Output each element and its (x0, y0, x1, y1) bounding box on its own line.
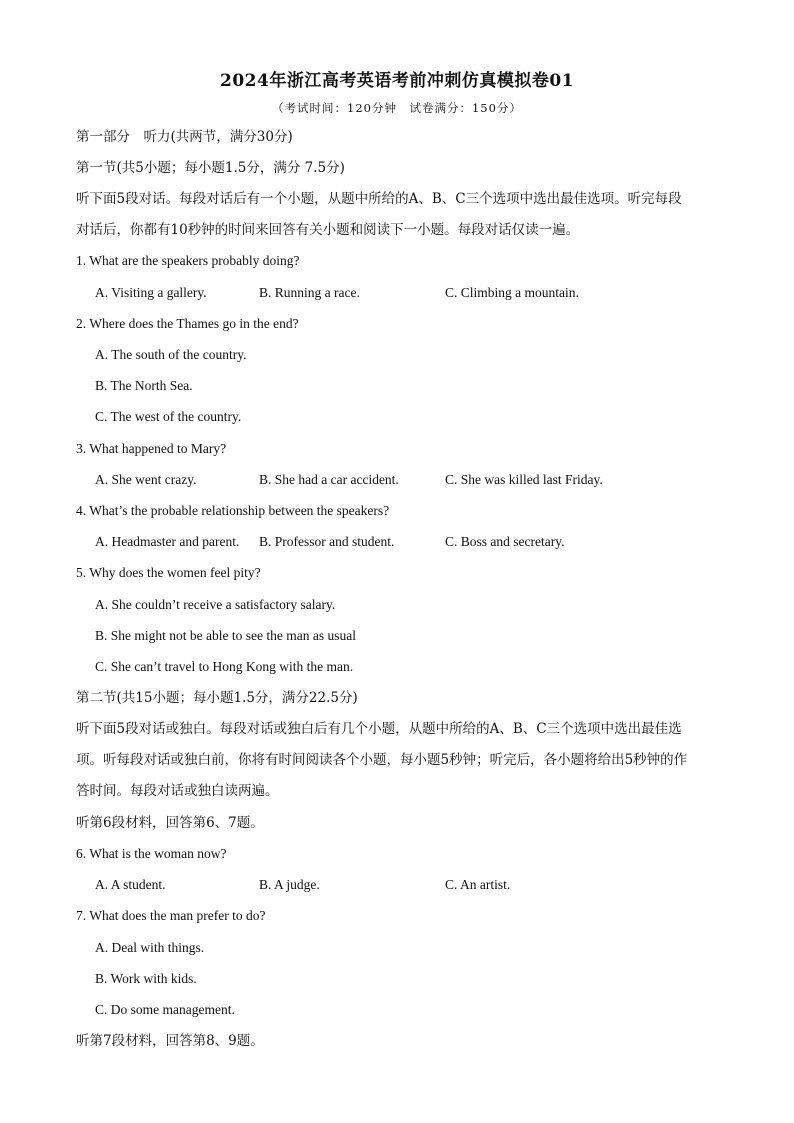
section2-instructions-line1: 听下面5段对话或独白。每段对话或独白后有几个小题，从题中所给的A、B、C三个选项中选出最佳选 (76, 721, 682, 737)
question-7-stem: 7. What does the man prefer to do? (76, 908, 266, 923)
question-5-stem: 5. Why does the women feel pity? (76, 565, 261, 580)
section2-heading: 第二节(共15小题；每小题1.5分，满分22.5分) (76, 690, 358, 706)
part1-heading: 第一部分 听力(共两节，满分30分) (76, 129, 293, 145)
question-5-option-b: B. She might not be able to see the man as usual (95, 628, 356, 643)
question-4-option-a: A. Headmaster and parent. (95, 534, 240, 549)
question-3-option-a: A. She went crazy. (95, 472, 197, 487)
question-6-option-b: B. A judge. (259, 877, 320, 892)
question-2-option-c: C. The west of the country. (95, 409, 242, 424)
question-2-option-b: B. The North Sea. (95, 378, 193, 393)
section2-instructions-line2: 项。听每段对话或独白前，你将有时间阅读各个小题，每小题5秒钟；听完后，各小题将给出5秒钟的作 (76, 752, 688, 768)
question-7-option-b: B. Work with kids. (95, 971, 197, 986)
material-6-heading: 听第6段材料，回答第6、7题。 (76, 815, 264, 831)
question-7-option-c: C. Do some management. (95, 1002, 235, 1017)
page-title: 2024年浙江高考英语考前冲刺仿真模拟卷01 (220, 71, 574, 91)
section1-instructions-line2: 对话后，你都有10秒钟的时间来回答有关小题和阅读下一小题。每段对话仅读一遍。 (76, 222, 580, 238)
question-5-option-c: C. She can’t travel to Hong Kong with the man. (95, 659, 354, 674)
question-1-option-a: A. Visiting a gallery. (95, 285, 207, 300)
section1-instructions-line1: 听下面5段对话。每段对话后有一个小题，从题中所给的A、B、C三个选项中选出最佳选项。听完每段 (76, 191, 682, 207)
exam-info: （考试时间：120分钟 试卷满分：150分） (272, 101, 522, 115)
question-2-option-a: A. The south of the country. (95, 347, 247, 362)
question-2-stem: 2. Where does the Thames go in the end? (76, 316, 299, 331)
question-1-stem: 1. What are the speakers probably doing? (76, 253, 300, 268)
question-6-option-c: C. An artist. (445, 877, 511, 892)
question-7-option-a: A. Deal with things. (95, 940, 205, 955)
question-3-stem: 3. What happened to Mary? (76, 441, 227, 456)
question-6-option-a: A. A student. (95, 877, 166, 892)
question-1-option-b: B. Running a race. (259, 285, 360, 300)
question-3-option-c: C. She was killed last Friday. (445, 472, 603, 487)
question-4-option-c: C. Boss and secretary. (445, 534, 565, 549)
question-6-stem: 6. What is the woman now? (76, 846, 227, 861)
question-1-option-c: C. Climbing a mountain. (445, 285, 579, 300)
question-4-stem: 4. What’s the probable relationship between the speakers? (76, 503, 390, 518)
section1-heading: 第一节(共5小题；每小题1.5分，满分 7.5分) (76, 160, 345, 176)
question-4-option-b: B. Professor and student. (259, 534, 395, 549)
question-5-option-a: A. She couldn’t receive a satisfactory salary. (95, 597, 336, 612)
section2-instructions-line3: 答时间。每段对话或独白读两遍。 (76, 783, 279, 799)
question-3-option-b: B. She had a car accident. (259, 472, 399, 487)
material-7-heading: 听第7段材料，回答第8、9题。 (76, 1033, 264, 1049)
